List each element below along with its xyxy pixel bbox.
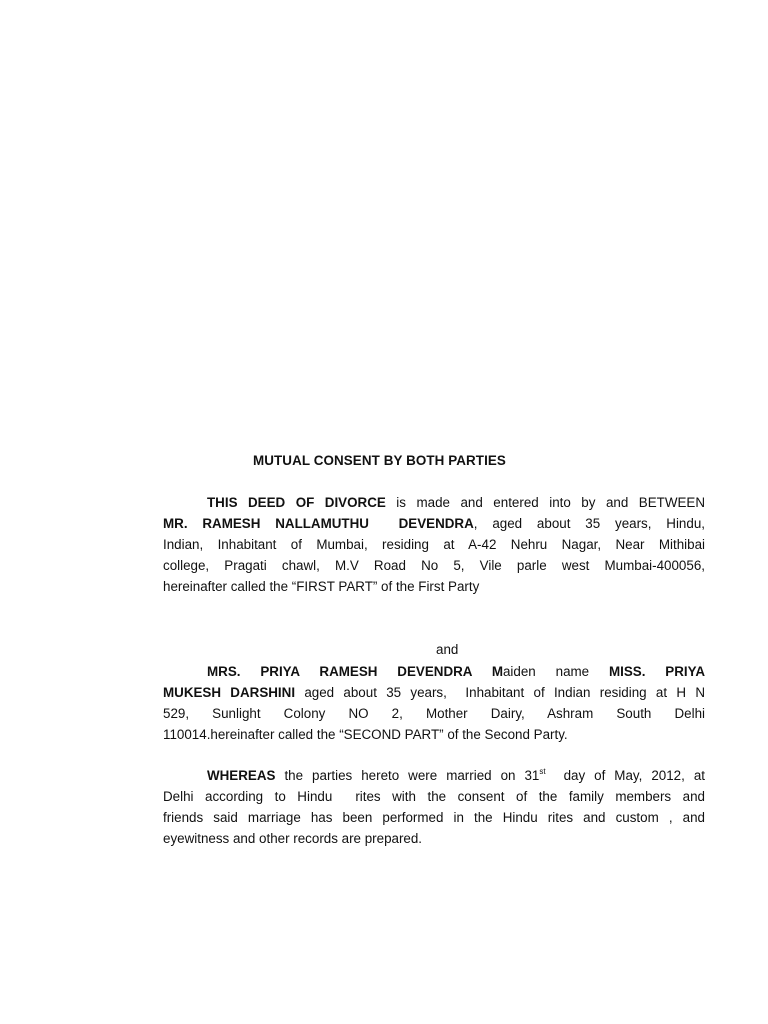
maiden-name: MISS. PRIYA bbox=[608, 664, 706, 679]
and-separator: and bbox=[436, 642, 459, 657]
document-title: MUTUAL CONSENT BY BOTH PARTIES bbox=[253, 453, 506, 468]
paragraph-first-party bbox=[163, 492, 705, 597]
text-span: , aged about 35 years, Hindu, bbox=[473, 516, 705, 531]
deed-heading: THIS DEED OF DIVORCE bbox=[207, 495, 386, 510]
paragraph-line: 529, Sunlight Colony NO 2, Mother Dairy, Ashram South Delhi bbox=[163, 706, 705, 721]
paragraph-line bbox=[163, 661, 705, 682]
second-party-name: MRS. PRIYA RAMESH DEVENDRA M bbox=[207, 664, 503, 679]
paragraph-line: hereinafter called the “FIRST PART” of the First Party bbox=[163, 579, 480, 594]
paragraph-line bbox=[163, 492, 705, 513]
paragraph-line: Indian, Inhabitant of Mumbai, residing at A-42 Nehru Nagar, Near Mithibai bbox=[163, 537, 705, 552]
paragraph-second-party bbox=[163, 661, 705, 745]
text-span: the parties hereto were married on 31 bbox=[275, 768, 540, 783]
paragraph-line bbox=[163, 682, 705, 703]
paragraph-whereas bbox=[163, 765, 705, 849]
paragraph-line bbox=[163, 513, 705, 534]
whereas-heading: WHEREAS bbox=[207, 768, 276, 783]
paragraph-line: friends said marriage has been performed in the Hindu rites and custom , and bbox=[163, 810, 705, 825]
paragraph-line bbox=[163, 765, 705, 786]
maiden-surname: MUKESH DARSHINI bbox=[163, 685, 296, 700]
text-span: is made and entered into by and BETWEEN bbox=[385, 495, 705, 510]
paragraph-line: 110014.hereinafter called the “SECOND PART” of the Second Party. bbox=[163, 727, 568, 742]
first-party-name: MR. RAMESH NALLAMUTHU DEVENDRA bbox=[163, 516, 474, 531]
text-span: aiden name bbox=[502, 664, 609, 679]
ordinal-superscript: st bbox=[539, 767, 546, 776]
paragraph-line: eyewitness and other records are prepared. bbox=[163, 831, 423, 846]
text-span: day of May, 2012, at bbox=[545, 768, 705, 783]
paragraph-line: college, Pragati chawl, M.V Road No 5, Vile parle west Mumbai-400056, bbox=[163, 558, 705, 573]
text-span: aged about 35 years, Inhabitant of Indian residing at H N bbox=[295, 685, 705, 700]
paragraph-line: Delhi according to Hindu rites with the consent of the family members and bbox=[163, 789, 705, 804]
